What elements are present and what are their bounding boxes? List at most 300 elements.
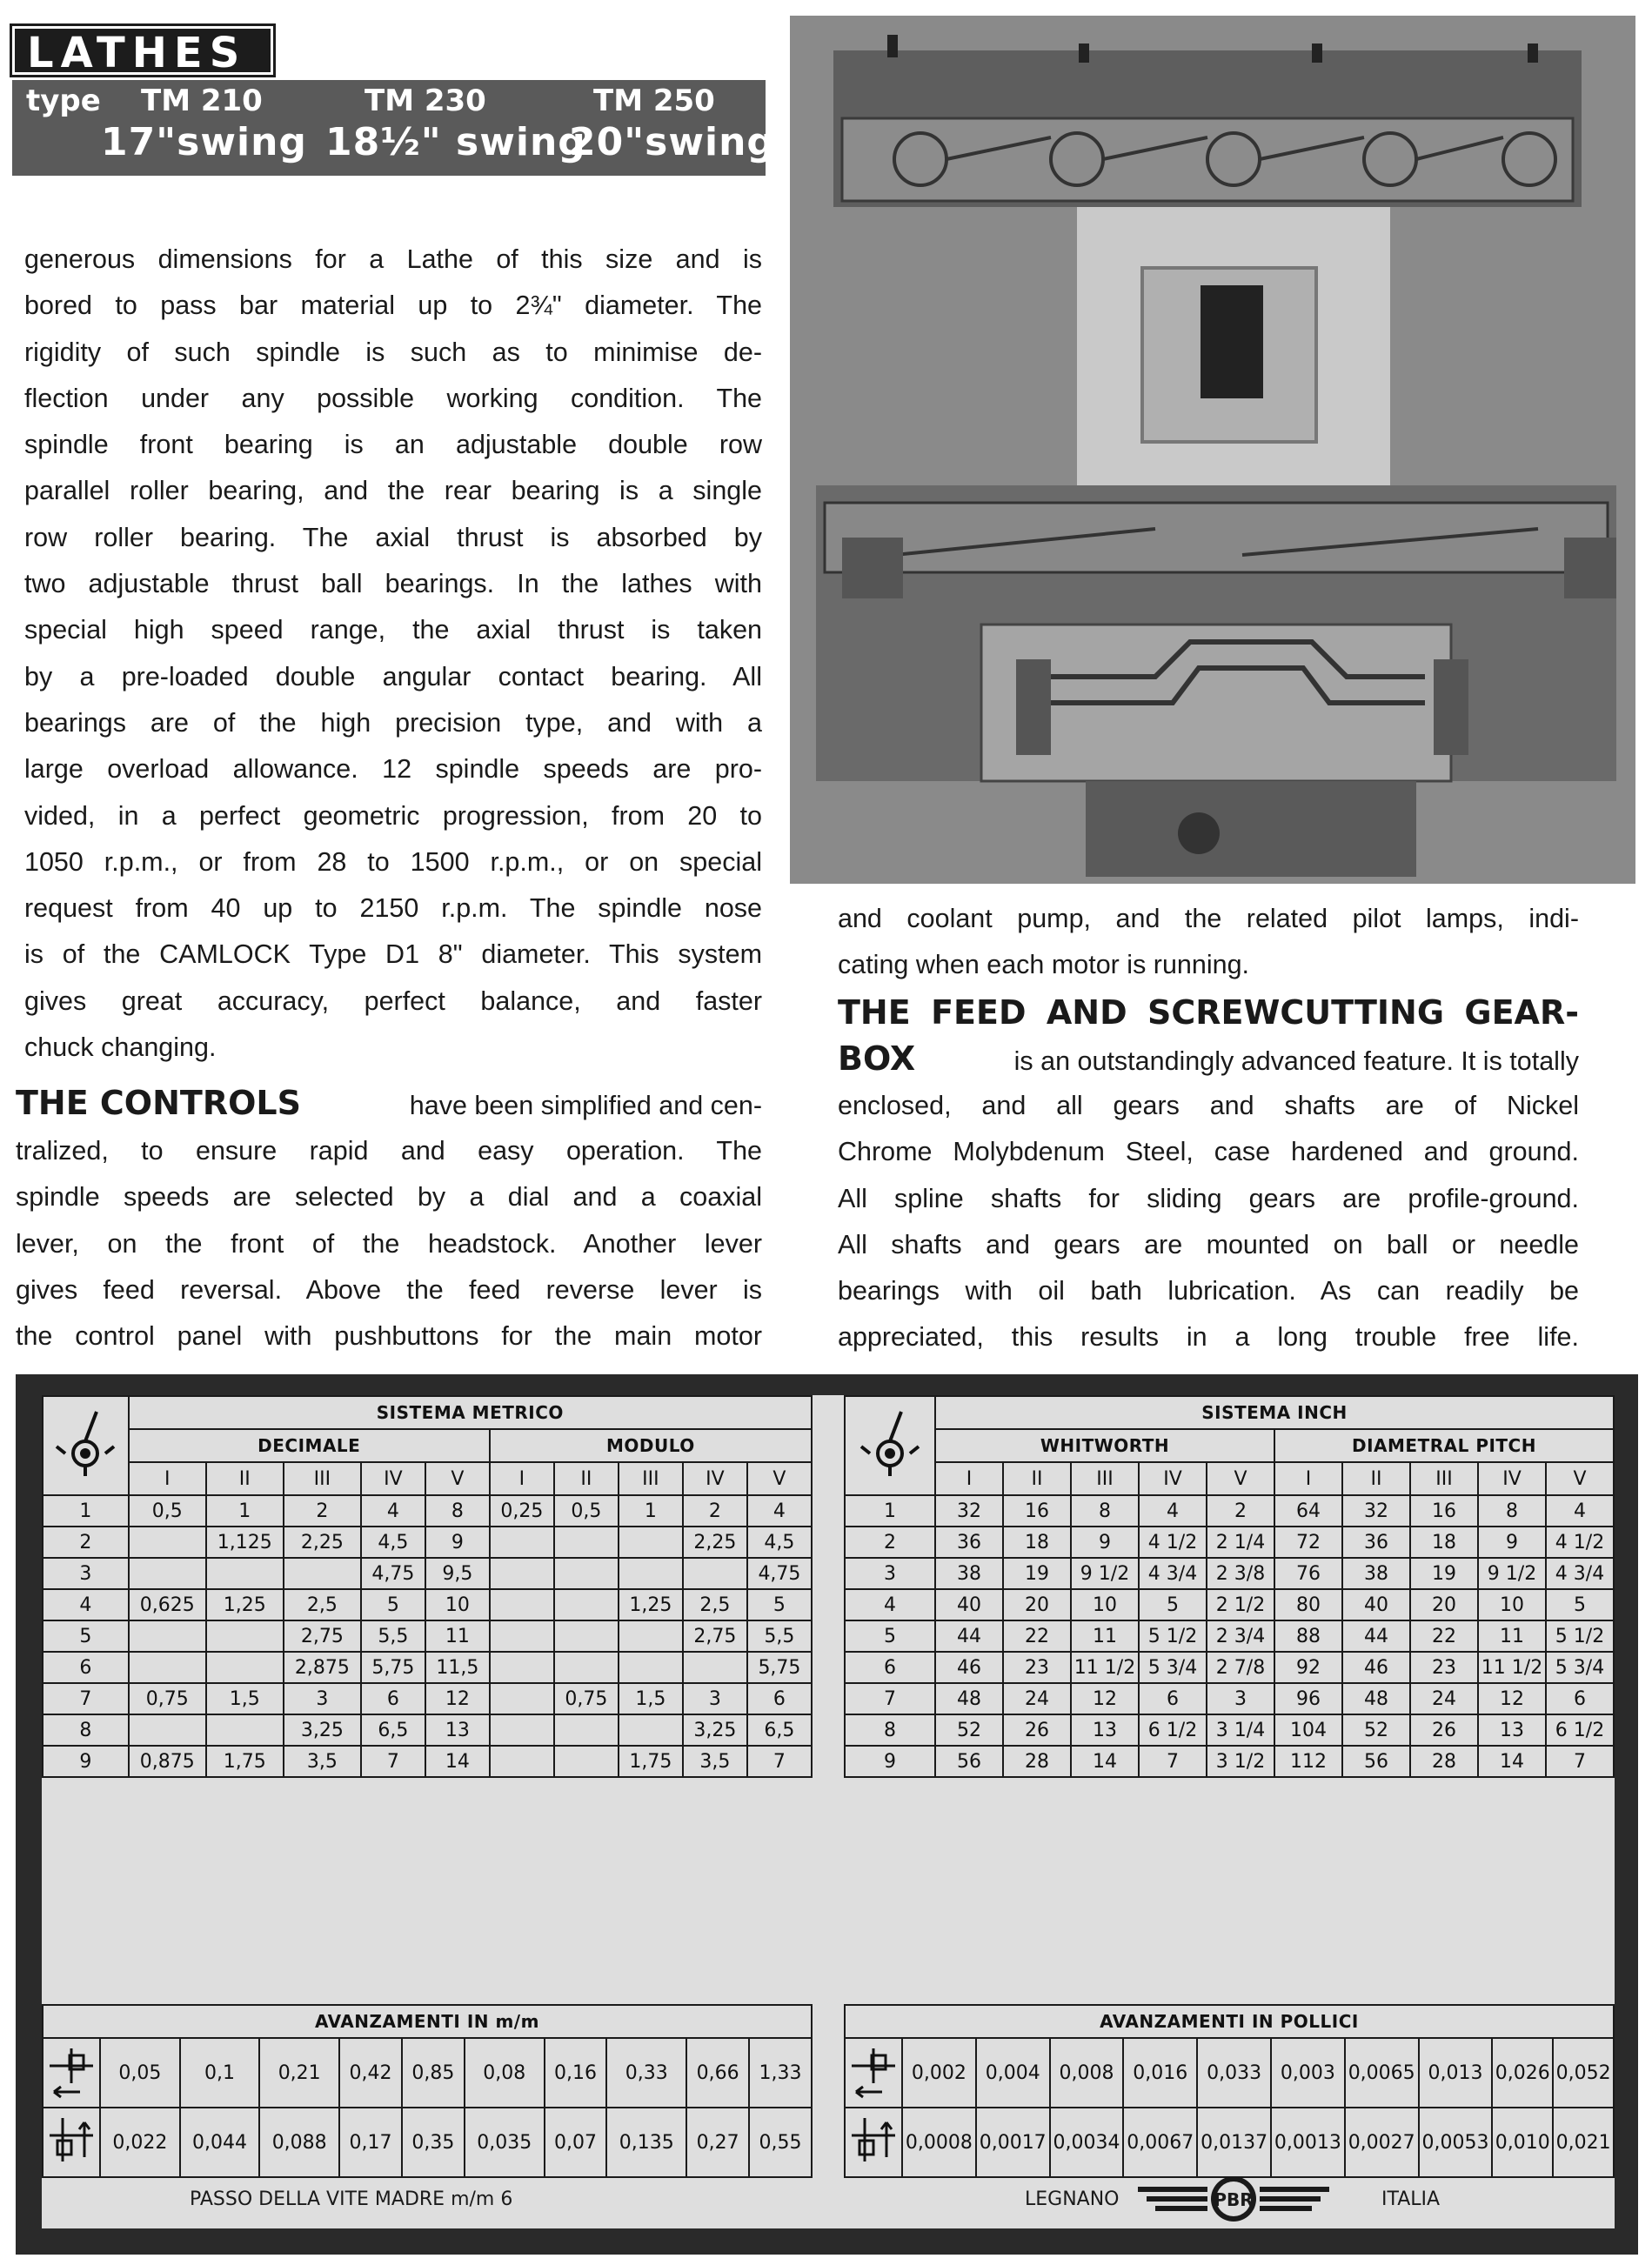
thread-value: 7 <box>1139 1746 1207 1777</box>
text-line: by a pre-loaded double angular contact bearing. All <box>24 661 762 692</box>
thread-value: 2 <box>1207 1495 1274 1527</box>
thread-value: 52 <box>1342 1714 1410 1746</box>
thread-value: 23 <box>1003 1652 1071 1683</box>
lever-position-label: II <box>206 1462 284 1495</box>
pbr-logo-text: PBR <box>1214 2189 1254 2210</box>
controls-heading: THE CONTROLS <box>16 1084 301 1122</box>
row-number: 7 <box>43 1683 129 1714</box>
thread-value: 9,5 <box>425 1558 490 1589</box>
thread-value: 64 <box>1274 1495 1342 1527</box>
thread-value <box>206 1652 284 1683</box>
thread-value: 24 <box>1410 1683 1478 1714</box>
feed-value: 0,0008 <box>902 2108 976 2177</box>
text-line: spindle front bearing is an adjustable double row <box>24 430 762 460</box>
lever-position-label: V <box>747 1462 812 1495</box>
gearbox-illustration <box>790 16 1635 884</box>
thread-value: 10 <box>1478 1589 1546 1620</box>
thread-value: 2 1/2 <box>1207 1589 1274 1620</box>
thread-value: 2 3/4 <box>1207 1620 1274 1652</box>
thread-value: 14 <box>425 1746 490 1777</box>
thread-value: 9 1/2 <box>1478 1558 1546 1589</box>
thread-value: 0,75 <box>129 1683 206 1714</box>
thread-value: 22 <box>1003 1620 1071 1652</box>
thread-value: 4 3/4 <box>1139 1558 1207 1589</box>
lever-icon <box>55 1408 116 1478</box>
lever-cell <box>43 1396 129 1495</box>
feed-heading: THE FEED AND SCREWCUTTING GEAR- <box>838 993 1579 1032</box>
thread-value <box>490 1746 554 1777</box>
thread-value: 7 <box>361 1746 425 1777</box>
feed-value: 0,21 <box>259 2038 339 2108</box>
model-swing-2: 18½" swing <box>325 120 586 164</box>
pbr-logo <box>1129 2175 1338 2223</box>
thread-value: 5 3/4 <box>1546 1652 1614 1683</box>
thread-value: 112 <box>1274 1746 1342 1777</box>
thread-value: 4 <box>1546 1495 1614 1527</box>
feed-value: 0,08 <box>465 2038 545 2108</box>
thread-value: 3,5 <box>284 1746 361 1777</box>
feed-value: 0,16 <box>545 2038 607 2108</box>
thread-value: 11,5 <box>425 1652 490 1683</box>
thread-value: 7 <box>1546 1746 1614 1777</box>
thread-value: 36 <box>1342 1527 1410 1558</box>
spindle-paragraph <box>24 237 762 1071</box>
thread-value: 13 <box>1478 1714 1546 1746</box>
thread-value <box>129 1558 206 1589</box>
feed-value: 0,052 <box>1553 2038 1614 2108</box>
thread-value: 1,25 <box>206 1589 284 1620</box>
text-line: spindle speeds are selected by a dial and a coaxial <box>16 1182 762 1213</box>
thread-value: 6 <box>361 1683 425 1714</box>
thread-value <box>129 1620 206 1652</box>
feed-title: AVANZAMENTI IN POLLICI <box>845 2005 1614 2038</box>
thread-value: 4 <box>361 1495 425 1527</box>
system-title: SISTEMA INCH <box>935 1396 1614 1429</box>
feed-title: AVANZAMENTI IN m/m <box>43 2005 812 2038</box>
feed-value: 0,07 <box>545 2108 607 2177</box>
gearbox-photo <box>790 16 1635 884</box>
text-line: gives great accuracy, perfect balance, and faster <box>24 986 762 1016</box>
gear-table-metric <box>42 1395 813 1778</box>
feed-value: 0,0034 <box>1050 2108 1124 2177</box>
thread-value: 0,5 <box>554 1495 619 1527</box>
thread-value: 24 <box>1003 1683 1071 1714</box>
row-number: 7 <box>845 1683 935 1714</box>
feed-value: 0,35 <box>402 2108 465 2177</box>
lever-position-label: V <box>1207 1462 1274 1495</box>
thread-value: 28 <box>1410 1746 1478 1777</box>
text-line: is of the CAMLOCK Type D1 8" diameter. This system <box>24 939 762 970</box>
text-line: cating when each motor is running. <box>838 950 1250 980</box>
feed-value: 0,044 <box>180 2108 260 2177</box>
thread-value: 1,5 <box>206 1683 284 1714</box>
thread-value: 11 <box>1478 1620 1546 1652</box>
thread-value: 76 <box>1274 1558 1342 1589</box>
text-line: large overload allowance. 12 spindle speeds are pro- <box>24 754 762 785</box>
lever-position-label: IV <box>361 1462 425 1495</box>
feed-value: 0,033 <box>1197 2038 1271 2108</box>
thread-value: 38 <box>935 1558 1003 1589</box>
thread-value: 5 <box>1546 1589 1614 1620</box>
controls-first-line: have been simplified and cen- <box>409 1091 762 1120</box>
text-line: All spline shafts for sliding gears are profile-ground. <box>838 1183 1579 1213</box>
gear-chart-plate <box>16 1374 1638 2255</box>
thread-value: 16 <box>1003 1495 1071 1527</box>
thread-value: 5,75 <box>361 1652 425 1683</box>
feed-value: 0,17 <box>339 2108 402 2177</box>
thread-value: 2,75 <box>284 1620 361 1652</box>
controls-continued-paragraph <box>838 896 1579 989</box>
thread-value <box>619 1714 683 1746</box>
feed-value: 0,002 <box>902 2038 976 2108</box>
feed-heading-box: BOX <box>838 1039 916 1078</box>
feed-value: 0,135 <box>606 2108 686 2177</box>
thread-value: 6 1/2 <box>1546 1714 1614 1746</box>
thread-value: 2,75 <box>683 1620 747 1652</box>
controls-paragraph <box>16 1128 762 1360</box>
text-line: vided, in a perfect geometric progression, from 20 to <box>24 800 762 831</box>
thread-value: 26 <box>1003 1714 1071 1746</box>
thread-value: 3,5 <box>683 1746 747 1777</box>
feed-value: 0,008 <box>1050 2038 1124 2108</box>
thread-value: 5,75 <box>747 1652 812 1683</box>
model-name-3: TM 250 <box>593 84 715 118</box>
text-line: appreciated, this results in a long trouble free life. <box>838 1322 1579 1353</box>
lever-position-label: IV <box>1139 1462 1207 1495</box>
text-line: the control panel with pushbuttons for the main motor <box>16 1321 762 1352</box>
feed-value: 0,0137 <box>1197 2108 1271 2177</box>
thread-value: 18 <box>1003 1527 1071 1558</box>
longitudinal-feed-icon <box>847 2040 900 2101</box>
row-number: 6 <box>845 1652 935 1683</box>
thread-value: 3,25 <box>683 1714 747 1746</box>
thread-value: 5 <box>361 1589 425 1620</box>
lever-position-label: III <box>619 1462 683 1495</box>
thread-value: 20 <box>1410 1589 1478 1620</box>
thread-value <box>554 1558 619 1589</box>
thread-value: 36 <box>935 1527 1003 1558</box>
model-name-1: TM 210 <box>141 84 263 118</box>
thread-value: 3,25 <box>284 1714 361 1746</box>
thread-value: 6 <box>1139 1683 1207 1714</box>
thread-value: 0,625 <box>129 1589 206 1620</box>
feed-value: 0,004 <box>976 2038 1050 2108</box>
thread-value: 5 <box>747 1589 812 1620</box>
model-swing-3: 20"swing <box>569 120 775 164</box>
thread-value: 4 3/4 <box>1546 1558 1614 1589</box>
thread-value: 46 <box>935 1652 1003 1683</box>
feed-value: 0,33 <box>606 2038 686 2108</box>
thread-value: 28 <box>1003 1746 1071 1777</box>
thread-value: 1,125 <box>206 1527 284 1558</box>
thread-value: 2,5 <box>683 1589 747 1620</box>
thread-value: 16 <box>1410 1495 1478 1527</box>
thread-value <box>206 1714 284 1746</box>
chart-plate-surface <box>42 1395 1615 2228</box>
feed-direction-cell <box>43 2108 100 2177</box>
row-number: 5 <box>43 1620 129 1652</box>
thread-value: 11 1/2 <box>1071 1652 1139 1683</box>
thread-value: 6,5 <box>361 1714 425 1746</box>
thread-value: 19 <box>1003 1558 1071 1589</box>
thread-value <box>490 1714 554 1746</box>
thread-value: 5,5 <box>747 1620 812 1652</box>
lever-position-label: V <box>425 1462 490 1495</box>
row-number: 4 <box>43 1589 129 1620</box>
thread-value: 4,5 <box>747 1527 812 1558</box>
thread-value <box>490 1620 554 1652</box>
feed-table-metric <box>42 2004 813 2178</box>
lever-icon <box>859 1408 920 1478</box>
row-number: 5 <box>845 1620 935 1652</box>
text-line: Chrome Molybdenum Steel, case hardened and ground. <box>838 1137 1579 1167</box>
type-label: type <box>26 84 101 118</box>
feed-direction-cell <box>845 2038 902 2108</box>
thread-value: 23 <box>1410 1652 1478 1683</box>
thread-value: 3 1/2 <box>1207 1746 1274 1777</box>
feed-direction-cell <box>845 2108 902 2177</box>
text-line: special high speed range, the axial thrust is taken <box>24 615 762 645</box>
thread-value: 40 <box>935 1589 1003 1620</box>
thread-value <box>683 1652 747 1683</box>
text-line: bearings with oil bath lubrication. As can readily be <box>838 1276 1579 1306</box>
thread-value: 5 1/2 <box>1546 1620 1614 1652</box>
group-title: WHITWORTH <box>935 1429 1274 1462</box>
thread-value: 1,75 <box>619 1746 683 1777</box>
thread-value: 0,875 <box>129 1746 206 1777</box>
text-line: enclosed, and all gears and shafts are of Nickel <box>838 1091 1579 1120</box>
thread-value: 26 <box>1410 1714 1478 1746</box>
thread-value: 20 <box>1003 1589 1071 1620</box>
thread-value: 9 <box>1478 1527 1546 1558</box>
thread-value: 1,5 <box>619 1683 683 1714</box>
feed-value: 0,010 <box>1492 2108 1553 2177</box>
thread-value <box>129 1714 206 1746</box>
text-line: flection under any possible working condition. The <box>24 383 762 413</box>
text-line: parallel roller bearing, and the rear bearing is a single <box>24 476 762 506</box>
thread-value <box>619 1527 683 1558</box>
text-line: two adjustable thrust ball bearings. In the lathes with <box>24 569 762 599</box>
thread-value: 14 <box>1071 1746 1139 1777</box>
thread-value: 4 <box>1139 1495 1207 1527</box>
text-line: All shafts and gears are mounted on ball or needle <box>838 1229 1579 1259</box>
thread-value: 2 3/8 <box>1207 1558 1274 1589</box>
thread-value: 2,25 <box>284 1527 361 1558</box>
thread-value <box>554 1589 619 1620</box>
text-line: bored to pass bar material up to 2¾" diameter. The <box>24 291 762 321</box>
thread-value: 4,5 <box>361 1527 425 1558</box>
thread-value: 2,25 <box>683 1527 747 1558</box>
thread-value: 1 <box>206 1495 284 1527</box>
thread-value: 14 <box>1478 1746 1546 1777</box>
thread-value: 92 <box>1274 1652 1342 1683</box>
feed-paragraph <box>838 1083 1579 1361</box>
thread-value <box>554 1620 619 1652</box>
row-number: 6 <box>43 1652 129 1683</box>
thread-value: 3 <box>1207 1683 1274 1714</box>
thread-value: 44 <box>935 1620 1003 1652</box>
row-number: 8 <box>845 1714 935 1746</box>
thread-value: 0,25 <box>490 1495 554 1527</box>
thread-value: 4,75 <box>361 1558 425 1589</box>
thread-value: 44 <box>1342 1620 1410 1652</box>
footer-country: ITALIA <box>1381 2188 1441 2210</box>
thread-value: 12 <box>1478 1683 1546 1714</box>
thread-value: 46 <box>1342 1652 1410 1683</box>
thread-value: 0,5 <box>129 1495 206 1527</box>
thread-value: 11 <box>425 1620 490 1652</box>
thread-value: 2 <box>683 1495 747 1527</box>
footer-city: LEGNANO <box>1025 2188 1120 2210</box>
thread-value: 2,875 <box>284 1652 361 1683</box>
thread-value <box>554 1746 619 1777</box>
row-number: 2 <box>43 1527 129 1558</box>
row-number: 3 <box>43 1558 129 1589</box>
thread-value <box>129 1652 206 1683</box>
feed-section <box>838 988 1579 1361</box>
cross-feed-icon <box>847 2109 900 2170</box>
lever-position-label: II <box>1342 1462 1410 1495</box>
thread-value <box>619 1620 683 1652</box>
thread-value: 38 <box>1342 1558 1410 1589</box>
thread-value: 6 <box>1546 1683 1614 1714</box>
thread-value <box>683 1558 747 1589</box>
thread-value: 88 <box>1274 1620 1342 1652</box>
row-number: 8 <box>43 1714 129 1746</box>
feed-direction-cell <box>43 2038 100 2108</box>
feed-value: 0,088 <box>259 2108 339 2177</box>
lever-position-label: V <box>1546 1462 1614 1495</box>
thread-value: 6 1/2 <box>1139 1714 1207 1746</box>
feed-value: 0,026 <box>1492 2038 1553 2108</box>
thread-value: 56 <box>935 1746 1003 1777</box>
thread-value: 8 <box>1071 1495 1139 1527</box>
feed-value: 1,33 <box>749 2038 812 2108</box>
lever-position-label: IV <box>683 1462 747 1495</box>
thread-value: 3 <box>284 1683 361 1714</box>
feed-value: 0,05 <box>100 2038 180 2108</box>
thread-value: 9 1/2 <box>1071 1558 1139 1589</box>
thread-value <box>619 1652 683 1683</box>
feed-value: 0,66 <box>686 2038 749 2108</box>
text-line: lever, on the front of the headstock. Another lever <box>16 1228 762 1259</box>
thread-value: 1,25 <box>619 1589 683 1620</box>
thread-value: 80 <box>1274 1589 1342 1620</box>
system-title: SISTEMA METRICO <box>129 1396 812 1429</box>
text-line: chuck changing. <box>24 1032 217 1063</box>
thread-value: 96 <box>1274 1683 1342 1714</box>
lever-position-label: II <box>1003 1462 1071 1495</box>
row-number: 1 <box>43 1495 129 1527</box>
thread-value: 5 3/4 <box>1139 1652 1207 1683</box>
feed-value: 0,55 <box>749 2108 812 2177</box>
thread-value: 72 <box>1274 1527 1342 1558</box>
thread-value: 4 1/2 <box>1139 1527 1207 1558</box>
cross-feed-icon <box>45 2109 97 2170</box>
thread-value: 3 1/4 <box>1207 1714 1274 1746</box>
thread-value: 56 <box>1342 1746 1410 1777</box>
thread-value <box>554 1527 619 1558</box>
feed-value: 0,0067 <box>1123 2108 1197 2177</box>
row-number: 4 <box>845 1589 935 1620</box>
thread-value: 4,75 <box>747 1558 812 1589</box>
feed-value: 0,85 <box>402 2038 465 2108</box>
feed-value: 0,021 <box>1553 2108 1614 2177</box>
group-title: MODULO <box>490 1429 812 1462</box>
feed-first-line: is an outstandingly advanced feature. It is totally <box>1013 1046 1579 1076</box>
thread-value: 48 <box>1342 1683 1410 1714</box>
row-number: 9 <box>845 1746 935 1777</box>
thread-value: 18 <box>1410 1527 1478 1558</box>
lever-position-label: III <box>1410 1462 1478 1495</box>
group-title: DECIMALE <box>129 1429 490 1462</box>
thread-value: 3 <box>683 1683 747 1714</box>
thread-value: 5 <box>1139 1589 1207 1620</box>
controls-section <box>16 1080 762 1360</box>
feed-value: 0,27 <box>686 2108 749 2177</box>
text-line: request from 40 up to 2150 r.p.m. The spindle nose <box>24 893 762 924</box>
lever-position-label: II <box>554 1462 619 1495</box>
longitudinal-feed-icon <box>45 2040 97 2101</box>
text-line: rigidity of such spindle is such as to minimise de- <box>24 337 762 367</box>
thread-value: 1 <box>619 1495 683 1527</box>
thread-value: 7 <box>747 1746 812 1777</box>
feed-value: 0,013 <box>1419 2038 1493 2108</box>
thread-value: 32 <box>935 1495 1003 1527</box>
lever-position-label: I <box>935 1462 1003 1495</box>
thread-value: 104 <box>1274 1714 1342 1746</box>
thread-value: 11 1/2 <box>1478 1652 1546 1683</box>
gear-table-inch <box>844 1395 1615 1778</box>
thread-value: 5 1/2 <box>1139 1620 1207 1652</box>
thread-value <box>490 1558 554 1589</box>
thread-value: 1,75 <box>206 1746 284 1777</box>
thread-value: 10 <box>1071 1589 1139 1620</box>
thread-value: 32 <box>1342 1495 1410 1527</box>
feed-table-inch <box>844 2004 1615 2178</box>
pbr-logo-mark <box>1129 2175 1338 2223</box>
model-name-2: TM 230 <box>365 84 486 118</box>
row-number: 9 <box>43 1746 129 1777</box>
thread-value: 52 <box>935 1714 1003 1746</box>
row-number: 2 <box>845 1527 935 1558</box>
thread-value: 12 <box>1071 1683 1139 1714</box>
feed-value: 0,003 <box>1271 2038 1345 2108</box>
thread-value: 0,75 <box>554 1683 619 1714</box>
lever-cell <box>845 1396 935 1495</box>
thread-value <box>129 1527 206 1558</box>
thread-value: 2 1/4 <box>1207 1527 1274 1558</box>
thread-value: 6,5 <box>747 1714 812 1746</box>
thread-value <box>554 1652 619 1683</box>
model-swing-1: 17"swing <box>101 120 307 164</box>
lever-position-label: I <box>129 1462 206 1495</box>
feed-value: 0,022 <box>100 2108 180 2177</box>
lead-screw-pitch: PASSO DELLA VITE MADRE m/m 6 <box>190 2188 513 2210</box>
text-line: and coolant pump, and the related pilot lamps, indi- <box>838 904 1579 933</box>
text-line: generous dimensions for a Lathe of this size and is <box>24 244 762 274</box>
lever-position-label: III <box>1071 1462 1139 1495</box>
feed-value: 0,0027 <box>1345 2108 1419 2177</box>
thread-value: 8 <box>1478 1495 1546 1527</box>
thread-value: 9 <box>1071 1527 1139 1558</box>
thread-value: 5,5 <box>361 1620 425 1652</box>
thread-value: 48 <box>935 1683 1003 1714</box>
thread-value <box>206 1558 284 1589</box>
thread-value <box>206 1620 284 1652</box>
text-line: gives feed reversal. Above the feed reverse lever is <box>16 1274 762 1305</box>
text-line: 1050 r.p.m., or from 28 to 1500 r.p.m., or on special <box>24 846 762 877</box>
